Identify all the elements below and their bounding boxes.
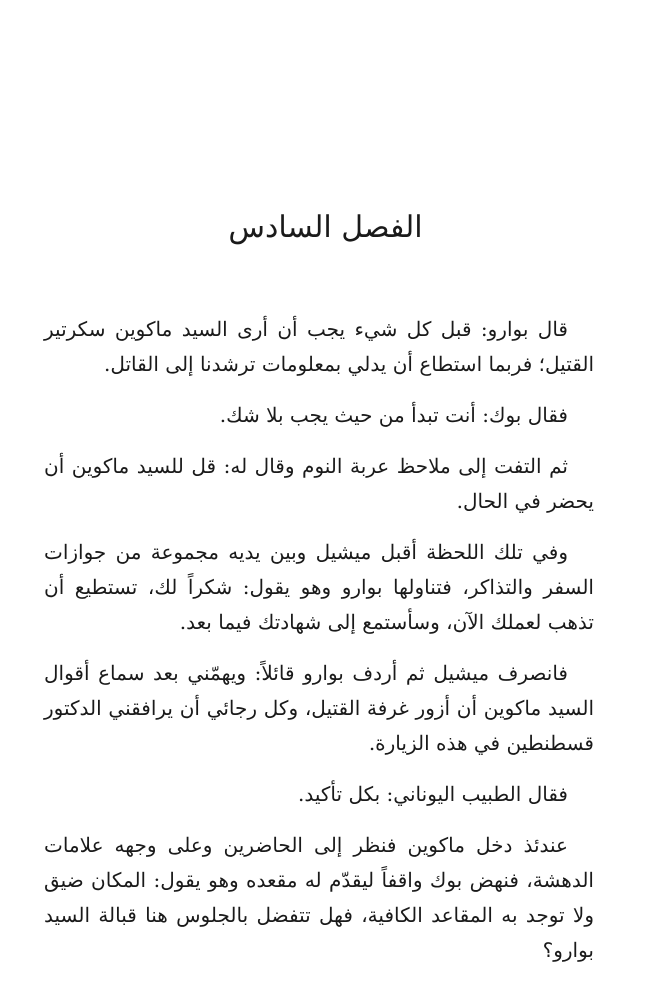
- paragraph: فقال بوك: أنت تبدأ من حيث يجب بلا شك.: [219, 403, 568, 427]
- paragraph: عندئذ دخل ماكوين فنظر إلى الحاضرين وعلى وجهه علامات الدهشة، فنهض بوك واقفاً ليقدّم له مقعده وهو يقول: المكان ضيق ولا توجد به المقاعد الكافية، فهل تتفضل بالجلوس هنا قبالة السيد بوارو؟: [44, 833, 594, 962]
- paragraph: ثم التفت إلى ملاحظ عربة النوم وقال له: قل للسيد ماكوين أن يحضر في الحال.: [44, 454, 594, 513]
- paragraph: وفي تلك اللحظة أقبل ميشيل وبين يديه مجموعة من جوازات السفر والتذاكر، فتناولها بوارو وهو يقول: شكراً لك، تستطيع أن تذهب لعملك الآن، وسأستمع إلى شهادتك فيما بعد.: [44, 540, 594, 634]
- paragraph: فقال الطبيب اليوناني: بكل تأكيد.: [298, 782, 568, 806]
- paragraph: فانصرف ميشيل ثم أردف بوارو قائلاً: ويهمّني بعد سماع أقوال السيد ماكوين أن أزور غرفة القتيل، وكل رجائي أن يرافقني الدكتور قسطنطين في هذه الزيارة.: [44, 661, 594, 755]
- chapter-body: [44, 312, 594, 984]
- chapter-title: الفصل السادس: [228, 210, 423, 245]
- paragraph: قال بوارو: قبل كل شيء يجب أن أرى السيد ماكوين سكرتير القتيل؛ فربما استطاع أن يدلي بمعلومات ترشدنا إلى القاتل.: [44, 317, 594, 376]
